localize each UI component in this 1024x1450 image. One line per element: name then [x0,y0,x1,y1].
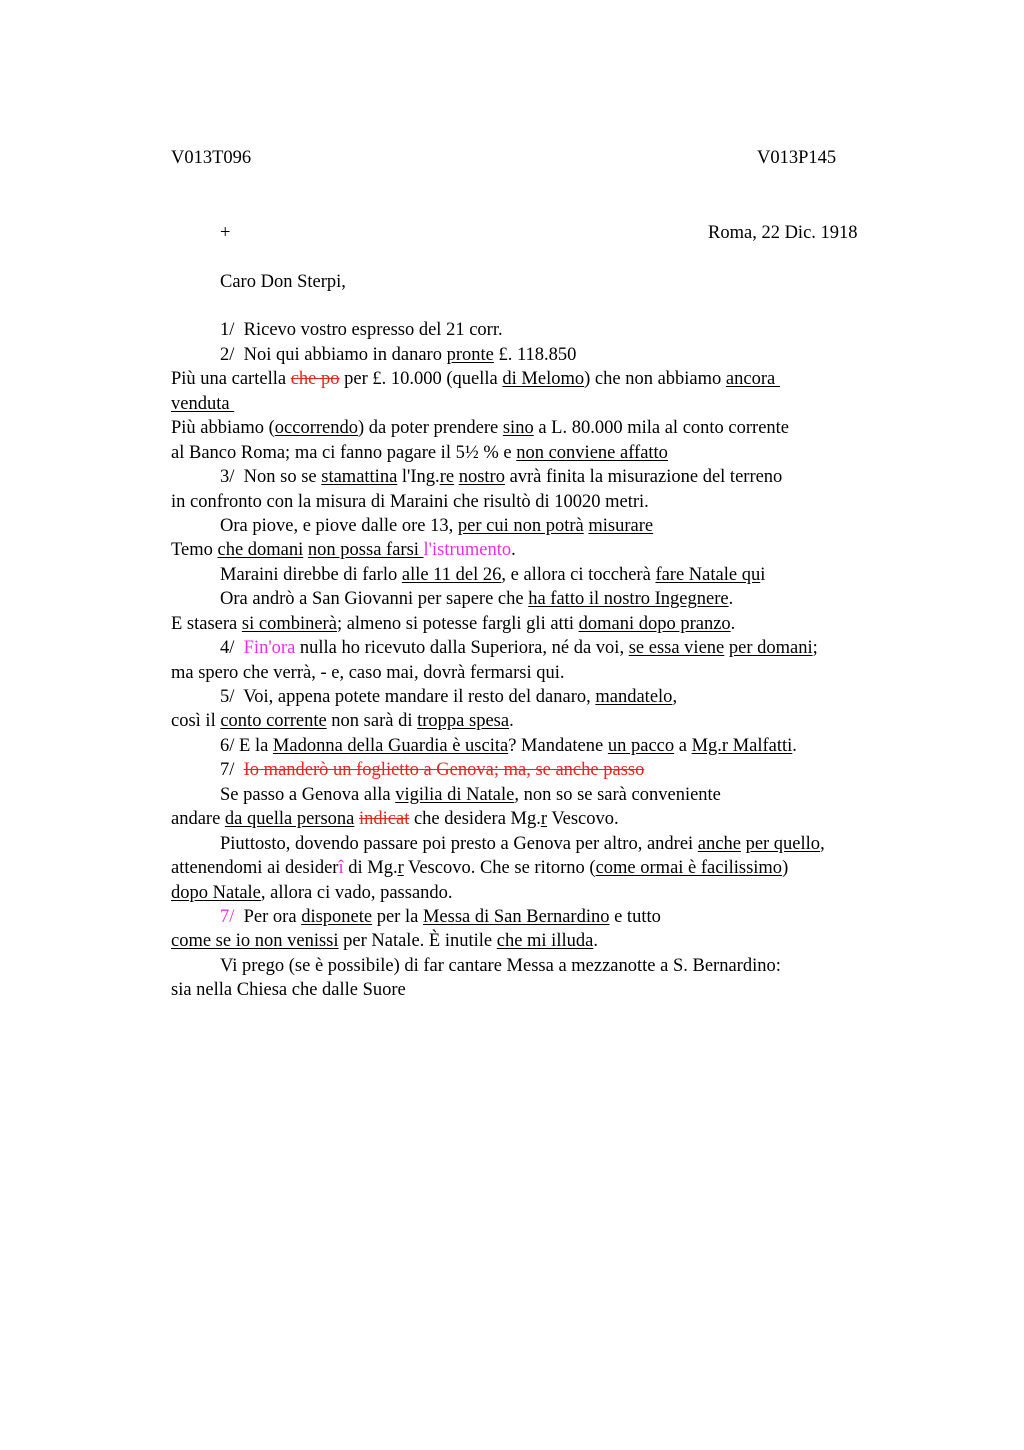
underlined-text: r [540,809,548,829]
line-text: in confronto con la misura di Maraini che risultò di 10020 metri. [171,492,649,512]
line-text: ) da poter prendere [358,418,503,438]
underlined-text: Madonna della Guardia è uscita [272,736,509,756]
underlined-text: dopo Natale [171,883,261,903]
letter-line [171,979,406,1001]
line-text: attenendomi ai desider [171,858,339,878]
document-code-left: V013T096 [171,148,252,168]
underlined-text: come ormai è facilissimo [595,858,783,878]
line-text: 7/ [220,760,244,780]
underlined-text: per quello [745,834,821,854]
line-text: e tutto [609,907,661,927]
letter-line [220,686,677,708]
underlined-text: mandatelo [595,687,673,707]
line-text: ) [782,858,789,878]
line-text: Se passo a Genova alla [220,785,396,805]
line-text: 6/ E la [220,736,273,756]
line-text: , allora ci vado, passando. [260,883,453,903]
line-text: Vescovo. Che se ritorno ( [403,858,596,878]
letter-line [171,857,788,879]
cross-mark: + [220,223,231,243]
line-text: per £. 10.000 (quella [339,369,503,389]
line-text: per Natale. È inutile [338,931,497,951]
line-text: , e allora ci toccherà [501,565,656,585]
letter-line [220,735,797,757]
underlined-text: conto corrente [220,711,327,731]
letter-line [171,662,564,684]
underlined-text: re [439,467,455,487]
letter-line [171,710,514,732]
line-text: al Banco Roma; ma ci fanno pagare il 5½ % e [171,443,517,463]
inserted-text: 7/ [220,907,235,927]
line-text: . [511,540,516,560]
underlined-text: da quella persona [224,809,355,829]
line-text: Ora andrò a San Giovanni per sapere che [220,589,529,609]
line-text: andare [171,809,225,829]
underlined-text: per cui non potrà [457,516,584,536]
line-text: che desidera Mg. [409,809,541,829]
line-text: 1/ Ricevo vostro espresso del 21 corr. [220,320,503,340]
underlined-text: non possa farsi [307,540,424,560]
line-text: così il [171,711,221,731]
line-text: ; almeno si potesse fargli gli atti [336,614,579,634]
letter-line [171,442,668,464]
struck-text: indicat [359,809,410,829]
line-text: , non so se sarà conveniente [514,785,721,805]
underlined-text: troppa spesa [417,711,510,731]
underlined-text: Messa di San Bernardino [422,907,610,927]
underlined-text: fare Natale qu [655,565,761,585]
underlined-text: ancora [725,369,780,389]
place-date: Roma, 22 Dic. 1918 [708,223,858,243]
struck-text: che po [290,369,340,389]
underlined-text: che domani [217,540,304,560]
line-text: l'Ing. [397,467,440,487]
underlined-text: pronte [446,345,494,365]
letter-line [171,882,453,904]
underlined-text: ha fatto il nostro Ingegnere [528,589,729,609]
line-text: , [820,834,825,854]
line-text: . [593,931,598,951]
line-text: 3/ Non so se [220,467,322,487]
letter-line [220,784,721,806]
line-text: ? Mandatene [508,736,608,756]
line-text: , [672,687,678,707]
line-text: . [728,589,734,609]
line-text: . [730,614,736,634]
line-text: Maraini direbbe di farlo [220,565,402,585]
letter-line [171,539,516,561]
letter-line [220,759,644,781]
inserted-text: l'istrumento [423,540,512,560]
line-text: Per ora [234,907,302,927]
underlined-text: domani dopo pranzo [578,614,731,634]
line-text: non sarà di [326,711,418,731]
inserted-text: î [338,858,344,878]
letter-line [171,808,619,830]
underlined-text: per domani [728,638,813,658]
line-text: . [792,736,797,756]
line-text: i [760,565,766,585]
letter-line [171,613,735,635]
line-text: Più una cartella [171,369,291,389]
letter-line [220,515,653,537]
letter-line [171,930,598,952]
line-text: 5/ Voi, appena potete mandare il resto del danaro, [220,687,596,707]
letter-line [220,319,503,341]
line-text: ma spero che verrà, - e, caso mai, dovrà fermarsi qui. [171,663,565,683]
underlined-text: misurare [588,516,654,536]
line-text: sia nella Chiesa che dalle Suore [171,980,406,1000]
line-text: Ora piove, e piove dalle ore 13, [220,516,458,536]
underlined-text: di Melomo [502,369,585,389]
underlined-text: sino [502,418,534,438]
line-text: ; [812,638,818,658]
line-text: £. 118.850 [493,345,577,365]
underlined-text: se essa viene [628,638,725,658]
underlined-text: venduta [171,394,235,414]
underlined-text: nostro [458,467,505,487]
letter-line [220,906,661,928]
line-text: Temo [171,540,218,560]
underlined-text: che mi illuda [496,931,594,951]
line-text: per la [372,907,423,927]
underlined-text: anche [697,834,741,854]
line-text: Vescovo. [547,809,619,829]
letter-line [220,344,576,366]
underlined-text: si combinerà [241,614,337,634]
letter-line [220,564,765,586]
inserted-text: Fin'ora [243,638,296,658]
letter-line [171,417,789,439]
letter-line [171,368,780,390]
underlined-text: disponete [301,907,373,927]
line-text: Più abbiamo ( [171,418,275,438]
line-text: . [509,711,514,731]
letter-line [220,466,782,488]
underlined-text: Mg.r Malfatti [691,736,793,756]
line-text: 4/ [220,638,244,658]
underlined-text: r [397,858,404,878]
underlined-text: occorrendo [274,418,359,438]
line-text: avrà finita la misurazione del terreno [504,467,783,487]
underlined-text: un pacco [607,736,675,756]
letter-line [171,491,649,513]
underlined-text: non conviene affatto [516,443,668,463]
line-text: 2/ Noi qui abbiamo in danaro [220,345,447,365]
document-code-right: V013P145 [757,148,837,168]
struck-text: Io manderò un foglietto a Genova; ma, se anche passo [243,760,645,780]
letter-line [220,588,733,610]
letter-line [171,393,234,415]
line-text: Piuttosto, dovendo passare poi presto a Genova per altro, andrei [220,834,698,854]
line-text: di Mg. [343,858,398,878]
line-text: a L. 80.000 mila al conto corrente [533,418,790,438]
underlined-text: stamattina [321,467,398,487]
line-text: Vi prego (se è possibile) di far cantare Messa a mezzanotte a S. Bernardino: [220,956,781,976]
salutation: Caro Don Sterpi, [220,272,346,292]
letter-line [220,955,781,977]
underlined-text: come se io non venissi [171,931,339,951]
letter-line [220,833,825,855]
letter-line [220,637,818,659]
line-text: nulla ho ricevuto dalla Superiora, né da voi, [295,638,629,658]
line-text: ) che non abbiamo [584,369,726,389]
line-text: a [674,736,692,756]
line-text: E stasera [171,614,242,634]
underlined-text: alle 11 del 26 [401,565,502,585]
underlined-text: vigilia di Natale [395,785,515,805]
